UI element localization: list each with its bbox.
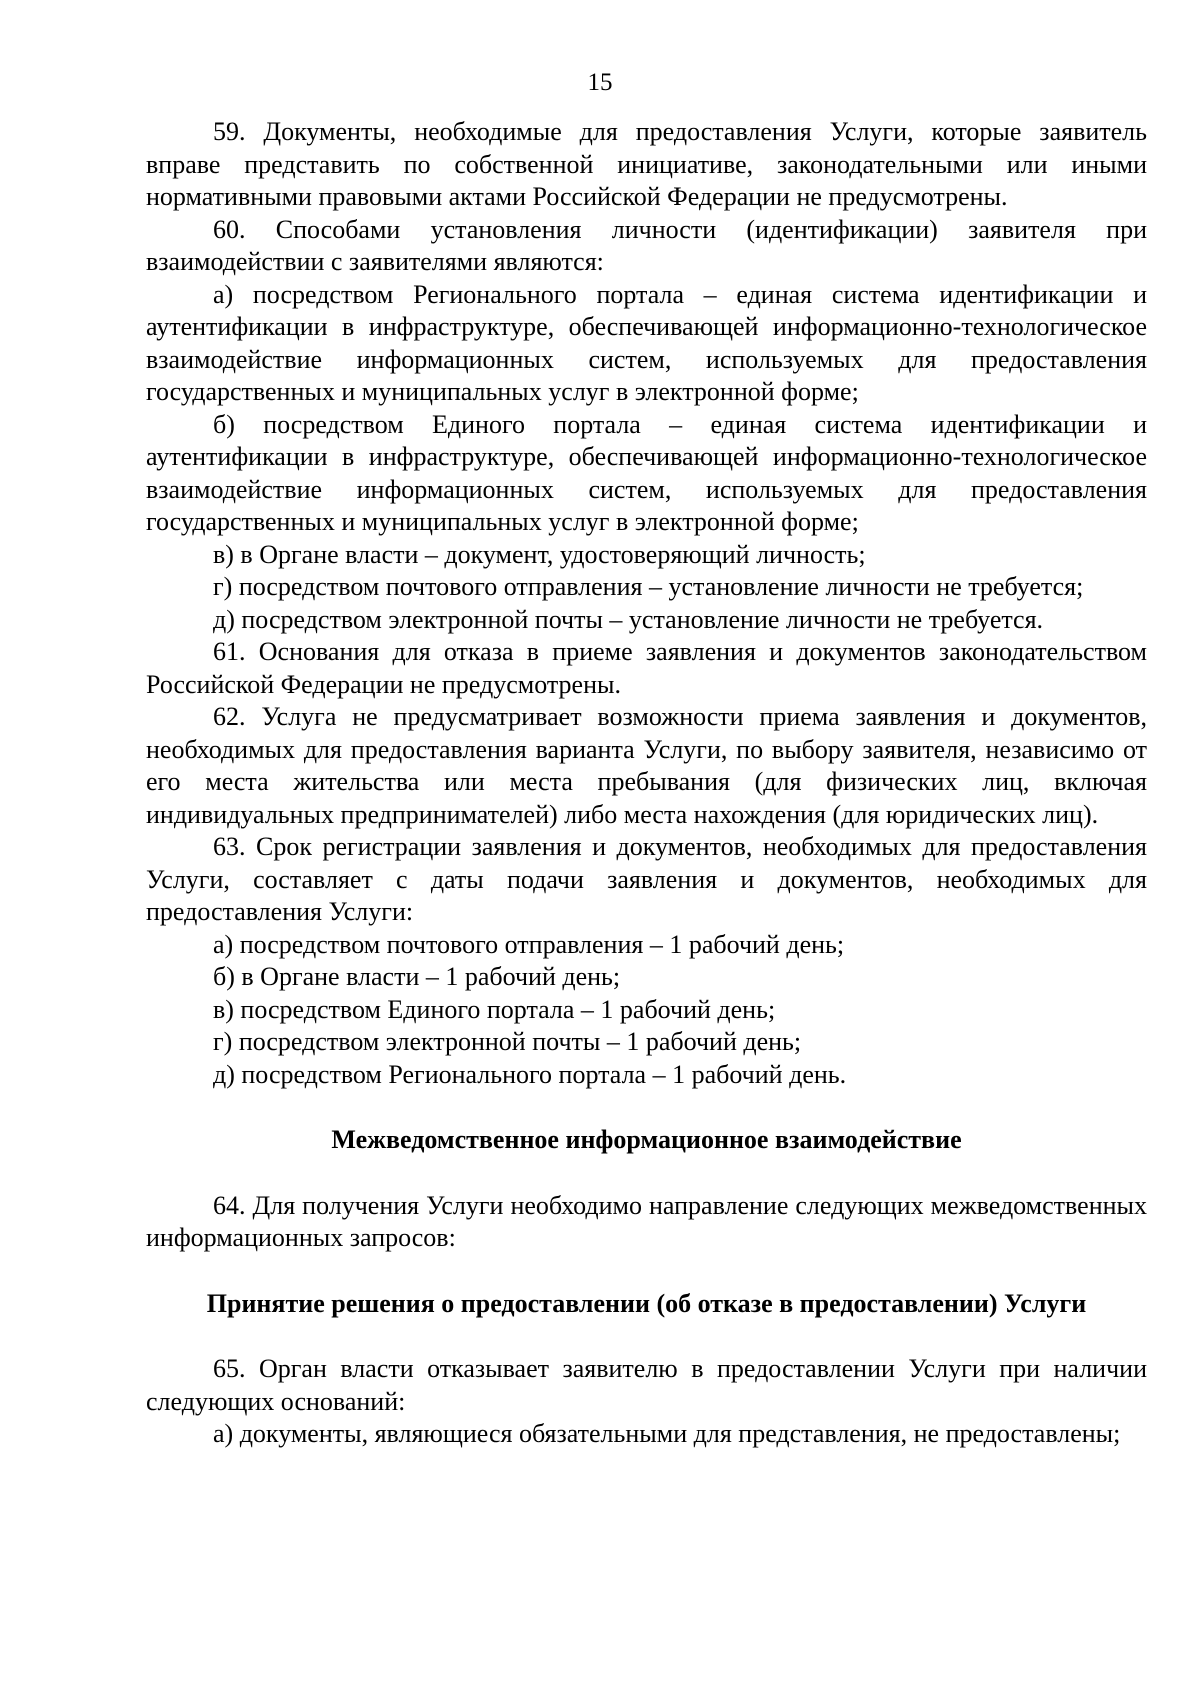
list-item-60v: в) в Органе власти – документ, удостоверяющий личность; — [213, 539, 866, 569]
list-item-60g: г) посредством почтового отправления – установление личности не требуется; — [213, 572, 1084, 601]
paragraph-60: 60. Способами установления личности (идентификации) заявителя при взаимодействии с заявителями являются: — [146, 214, 1147, 276]
section-heading-decision: Принятие решения о предоставлении (об отказе в предоставлении) Услуги — [206, 1288, 1087, 1318]
list-item-63b: б) в Органе власти – 1 рабочий день; — [213, 962, 621, 991]
list-item-65a: а) документы, являющиеся обязательными для представления, не предоставлены; — [213, 1419, 1121, 1448]
page-number: 15 — [587, 69, 613, 96]
paragraph-62: 62. Услуга не предусматривает возможности приема заявления и документов, необходимых для предоставления варианта Услуги, по выбору заявителя, независимо от его места жительства или места пребывания (для физических лиц, включая индивидуальных предпринимателей) либо места нахождения (для юридических лиц). — [146, 702, 1147, 829]
paragraph-63: 63. Срок регистрации заявления и документов, необходимых для предоставления Услуги, составляет с даты подачи заявления и документов, необходимых для предоставления Услуги: — [146, 832, 1147, 926]
list-item-63d: д) посредством Регионального портала – 1 рабочий день. — [213, 1059, 847, 1089]
list-item-60d: д) посредством электронной почты – установление личности не требуется. — [213, 604, 1044, 634]
list-item-60b: б) посредством Единого портала – единая система идентификации и аутентификации в инфраструктуре, обеспечивающей информационно-технологическое взаимодействие информационных систем, используемых для предоставления государственных и муниципальных услуг в электронной форме; — [146, 409, 1147, 536]
list-item-63g: г) посредством электронной почты – 1 рабочий день; — [213, 1027, 802, 1056]
list-item-60a: а) посредством Регионального портала – единая система идентификации и аутентификации в инфраструктуре, обеспечивающей информационно-технологическое взаимодействие информационных систем, используемых для предоставления государственных и муниципальных услуг в электронной форме; — [146, 279, 1147, 406]
paragraph-64: 64. Для получения Услуги необходимо направление следующих межведомственных информационных запросов: — [146, 1190, 1147, 1252]
paragraph-61: 61. Основания для отказа в приеме заявления и документов законодательством Российской Федерации не предусмотрены. — [146, 637, 1147, 699]
paragraph-65: 65. Орган власти отказывает заявителю в предоставлении Услуги при наличии следующих оснований: — [146, 1354, 1147, 1416]
list-item-63v: в) посредством Единого портала – 1 рабочий день; — [213, 994, 776, 1024]
list-item-63a: а) посредством почтового отправления – 1 рабочий день; — [213, 929, 845, 959]
document-body — [146, 116, 1147, 1451]
paragraph-59: 59. Документы, необходимые для предоставления Услуги, которые заявитель вправе представить по собственной инициативе, законодательными или иными нормативными правовыми актами Российской Федерации не предусмотрены. — [146, 117, 1147, 211]
section-heading-interagency: Межведомственное информационное взаимодействие — [331, 1125, 962, 1154]
